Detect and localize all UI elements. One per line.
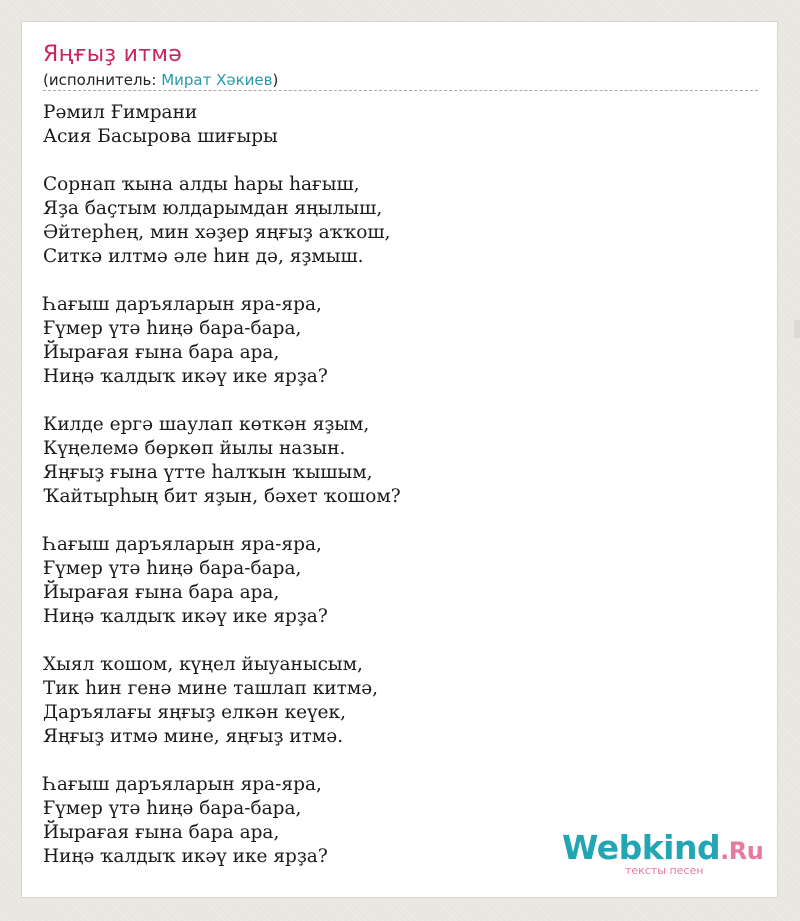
scroll-edge-marker <box>794 320 800 338</box>
lyrics-line: Йырағая ғына бара ара, <box>43 342 280 363</box>
lyrics-line: Һағыш даръяларын яра-яра, <box>43 294 322 315</box>
lyrics-line: Даръялағы яңғыҙ елкән кеүек, <box>43 702 346 723</box>
lyrics-line: Ғүмер үтә һиңә бара-бара, <box>43 318 302 339</box>
lyrics-line: Яңғыҙ итмә мине, яңғыҙ итмә. <box>43 726 344 747</box>
stanza <box>43 173 743 269</box>
lyrics-line: Күңелемә бөркөп йылы назын. <box>43 438 346 459</box>
lyrics-body <box>43 101 743 893</box>
song-title: Яңғыҙ итмә <box>43 42 183 67</box>
lyrics-line: Асия Басырова шиғыры <box>43 126 278 147</box>
lyrics-line: Сорнап ҡына алды һары һағыш, <box>43 174 360 195</box>
lyrics-line: Һағыш даръяларын яра-яра, <box>43 534 322 555</box>
lyrics-line: Ниңә ҡалдыҡ икәү ике ярҙа? <box>43 846 328 867</box>
lyrics-line: Килде ергә шаулап көткән яҙым, <box>43 414 370 435</box>
logo-tagline: тексты песен <box>625 864 704 877</box>
stanza-chorus <box>43 533 743 629</box>
lyrics-line: Тик һин генә мине ташлап китмә, <box>43 678 379 699</box>
logo-tld: .Ru <box>720 837 764 865</box>
lyrics-line: Яҙа баҫтым юлдарымдан яңылыш, <box>43 198 383 219</box>
lyrics-line: Хыял ҡошом, күңел йыуанысым, <box>43 654 363 675</box>
stanza <box>43 653 743 749</box>
stanza-chorus <box>43 293 743 389</box>
lyrics-line: Ғүмер үтә һиңә бара-бара, <box>43 798 302 819</box>
lyrics-line: Ситкә илтмә әле һин дә, яҙмыш. <box>43 246 364 267</box>
logo-name: Webkind <box>562 828 721 867</box>
lyrics-line: Ниңә ҡалдыҡ икәү ике ярҙа? <box>43 366 328 387</box>
performer-link[interactable]: Мират Хәкиев <box>161 71 273 89</box>
stanza-credits <box>43 101 743 149</box>
lyrics-line: Әйтерһең, мин хәҙер яңғыҙ аҡҡош, <box>43 222 391 243</box>
lyrics-line: Һағыш даръяларын яра-яра, <box>43 774 322 795</box>
performer-prefix: (исполнитель: <box>43 71 162 89</box>
lyrics-line: Йырағая ғына бара ара, <box>43 582 280 603</box>
title-divider <box>43 90 758 91</box>
lyrics-line: Ҡайтырһың бит яҙын, бәхет ҡошом? <box>43 486 401 507</box>
lyrics-line: Ғүмер үтә һиңә бара-бара, <box>43 558 302 579</box>
lyrics-line: Ниңә ҡалдыҡ икәү ике ярҙа? <box>43 606 328 627</box>
performer-suffix: ) <box>272 71 279 89</box>
performer-line <box>43 71 278 89</box>
lyrics-line: Рәмил Ғимрани <box>43 102 198 123</box>
stanza <box>43 413 743 509</box>
lyrics-card <box>21 21 778 898</box>
lyrics-line: Йырағая ғына бара ара, <box>43 822 280 843</box>
lyrics-line: Яңғыҙ ғына үтте һалҡын ҡышым, <box>43 462 373 483</box>
